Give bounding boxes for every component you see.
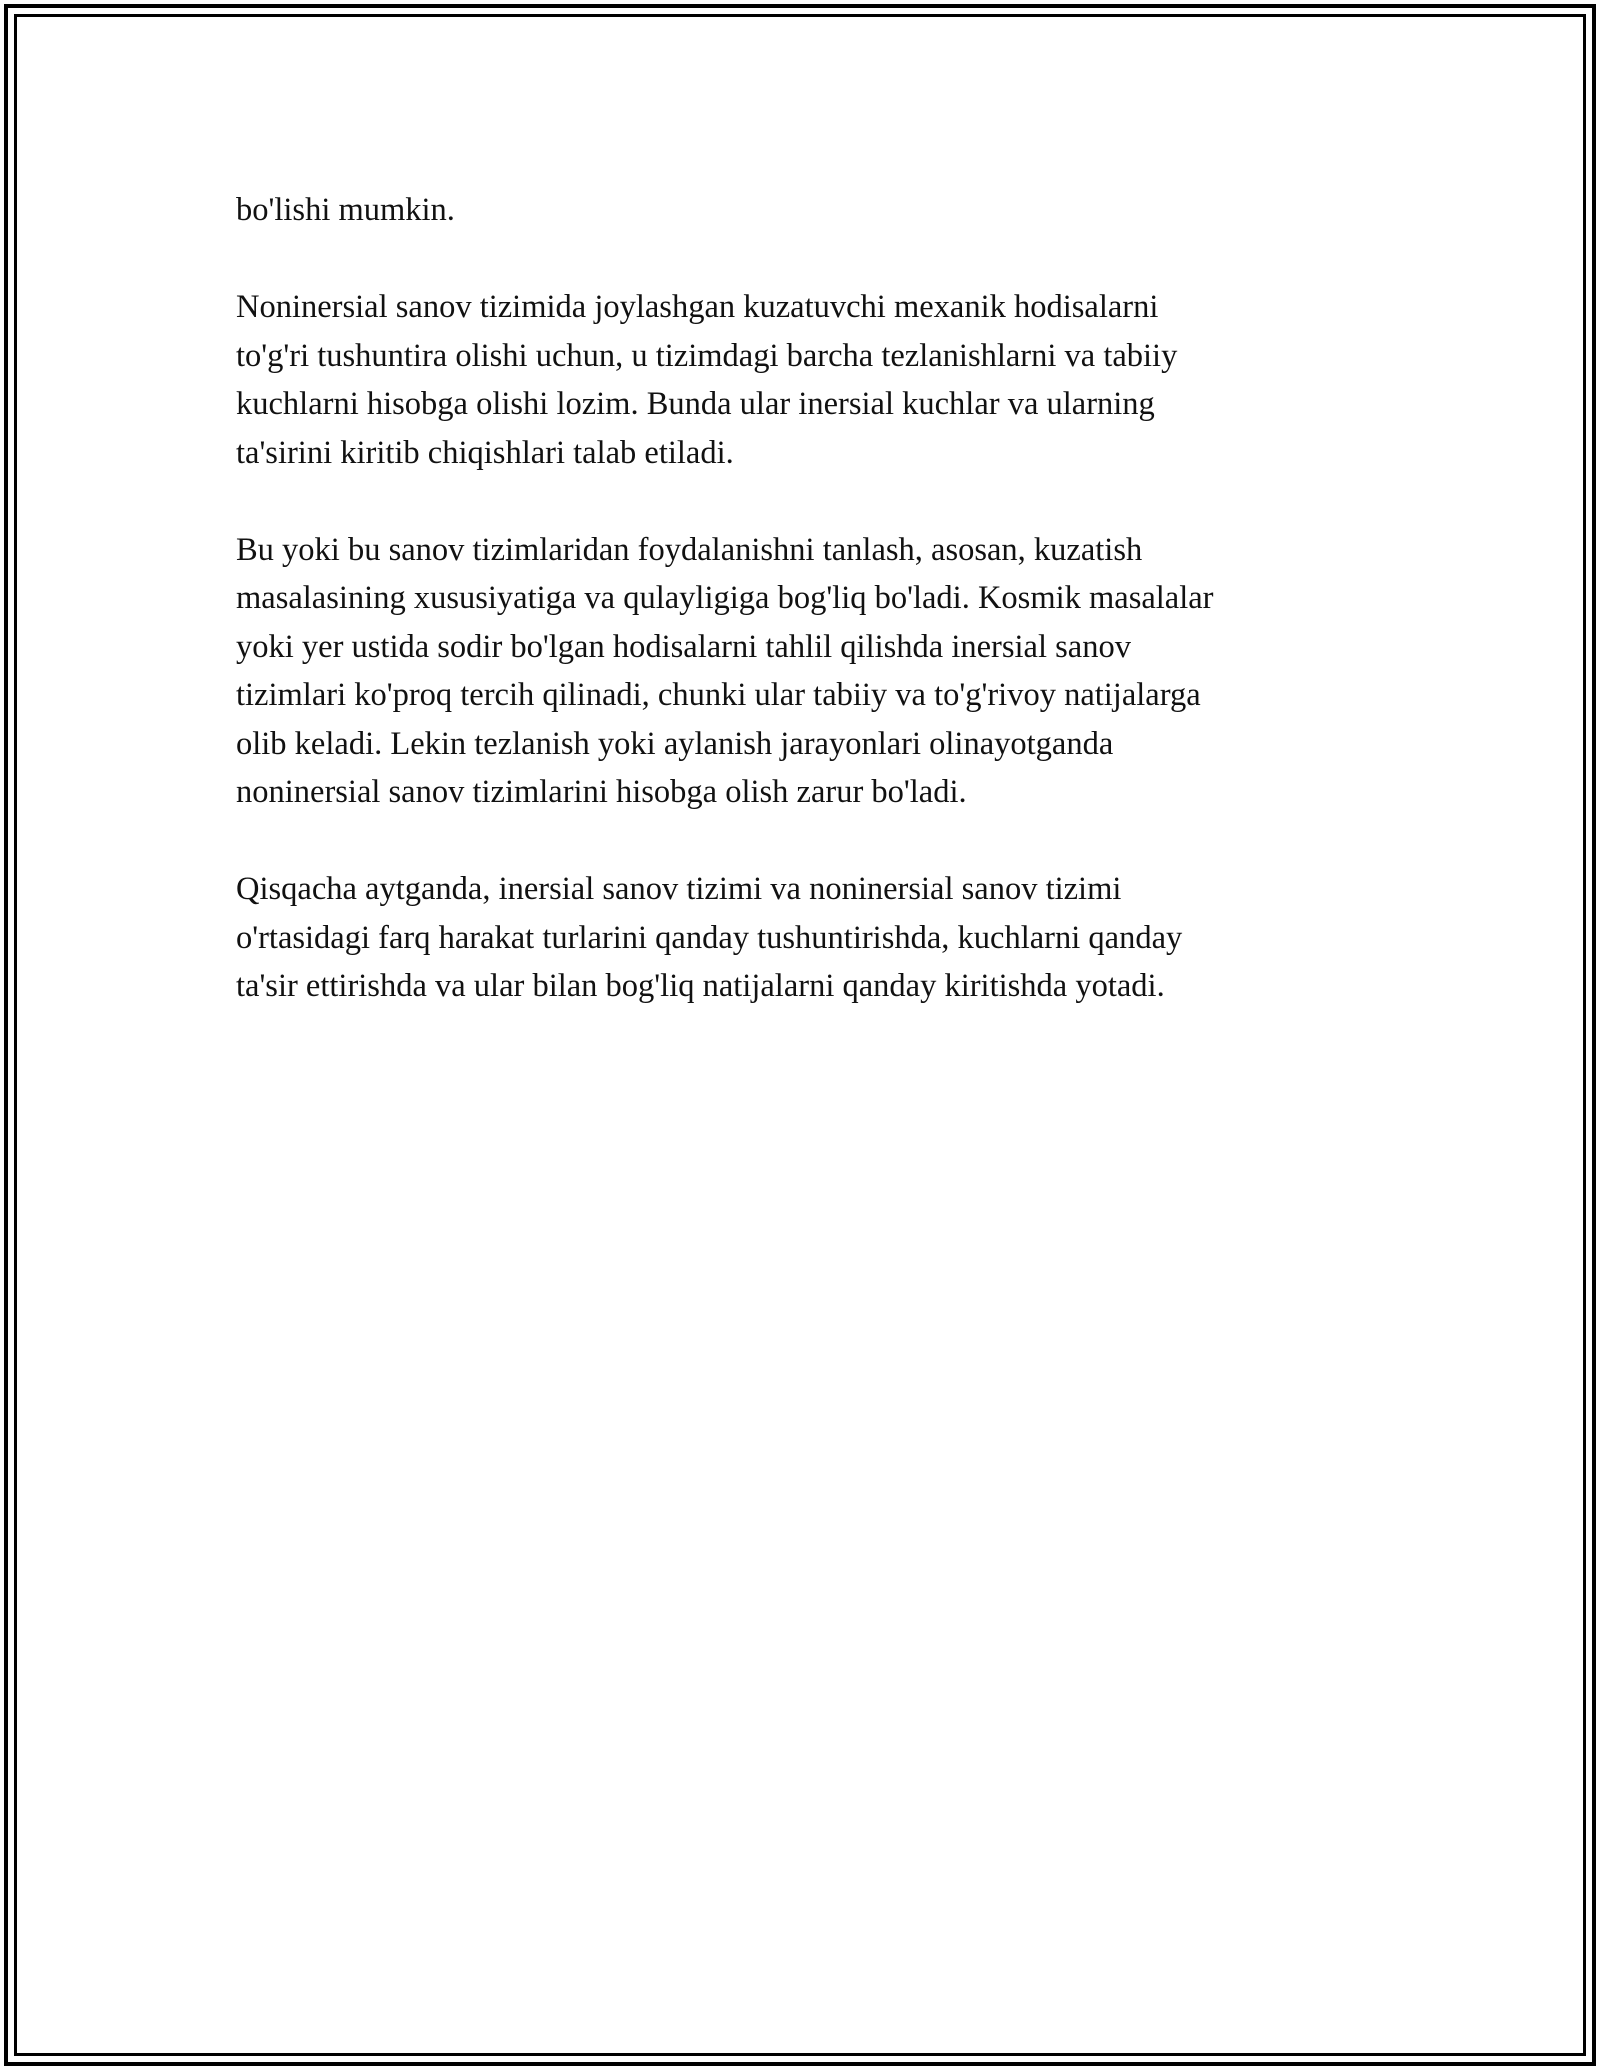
paragraph-line: Noninersial sanov tizimida joylashgan kuzatuvchi mexanik hodisalarni <box>236 289 1159 325</box>
paragraph-line: masalasining xususiyatiga va qulayligiga bog'liq bo'ladi. Kosmik masalalar <box>236 580 1214 616</box>
paragraph-2 <box>236 283 1376 477</box>
paragraph-line: kuchlarni hisobga olishi lozim. Bunda ular inersial kuchlar va ularning <box>236 386 1155 422</box>
paragraph-line: Bu yoki bu sanov tizimlaridan foydalanishni tanlash, asosan, kuzatish <box>236 531 1143 568</box>
paragraph-line: to'g'ri tushuntira olishi uchun, u tizimdagi barcha tezlanishlarni va tabiiy <box>236 337 1178 374</box>
paragraph-line: bo'lishi mumkin. <box>236 192 455 228</box>
paragraph-line: tizimlari ko'proq tercih qilinadi, chunki ular tabiiy va to'g'rivoy natijalarga <box>236 677 1201 713</box>
paragraph-line: o'rtasidagi farq harakat turlarini qanday tushuntirishda, kuchlarni qanday <box>236 919 1183 956</box>
paragraph-1 <box>236 186 1376 235</box>
paragraph-3 <box>236 526 1376 817</box>
paragraph-4 <box>236 865 1376 1011</box>
paragraph-line: ta'sirini kiritib chiqishlari talab etiladi. <box>236 434 734 471</box>
paragraph-line: ta'sir ettirishda va ular bilan bog'liq natijalarni qanday kiritishda yotadi. <box>236 968 1165 1004</box>
paragraph-line: Qisqacha aytganda, inersial sanov tizimi va noninersial sanov tizimi <box>236 871 1122 907</box>
paragraph-line: olib keladi. Lekin tezlanish yoki aylanish jarayonlari olinayotganda <box>236 725 1114 762</box>
paragraph-line: noninersial sanov tizimlarini hisobga olish zarur bo'ladi. <box>236 774 967 810</box>
paragraph-line: yoki yer ustida sodir bo'lgan hodisalarni tahlil qilishda inersial sanov <box>236 628 1131 665</box>
document-body <box>236 186 1376 1059</box>
